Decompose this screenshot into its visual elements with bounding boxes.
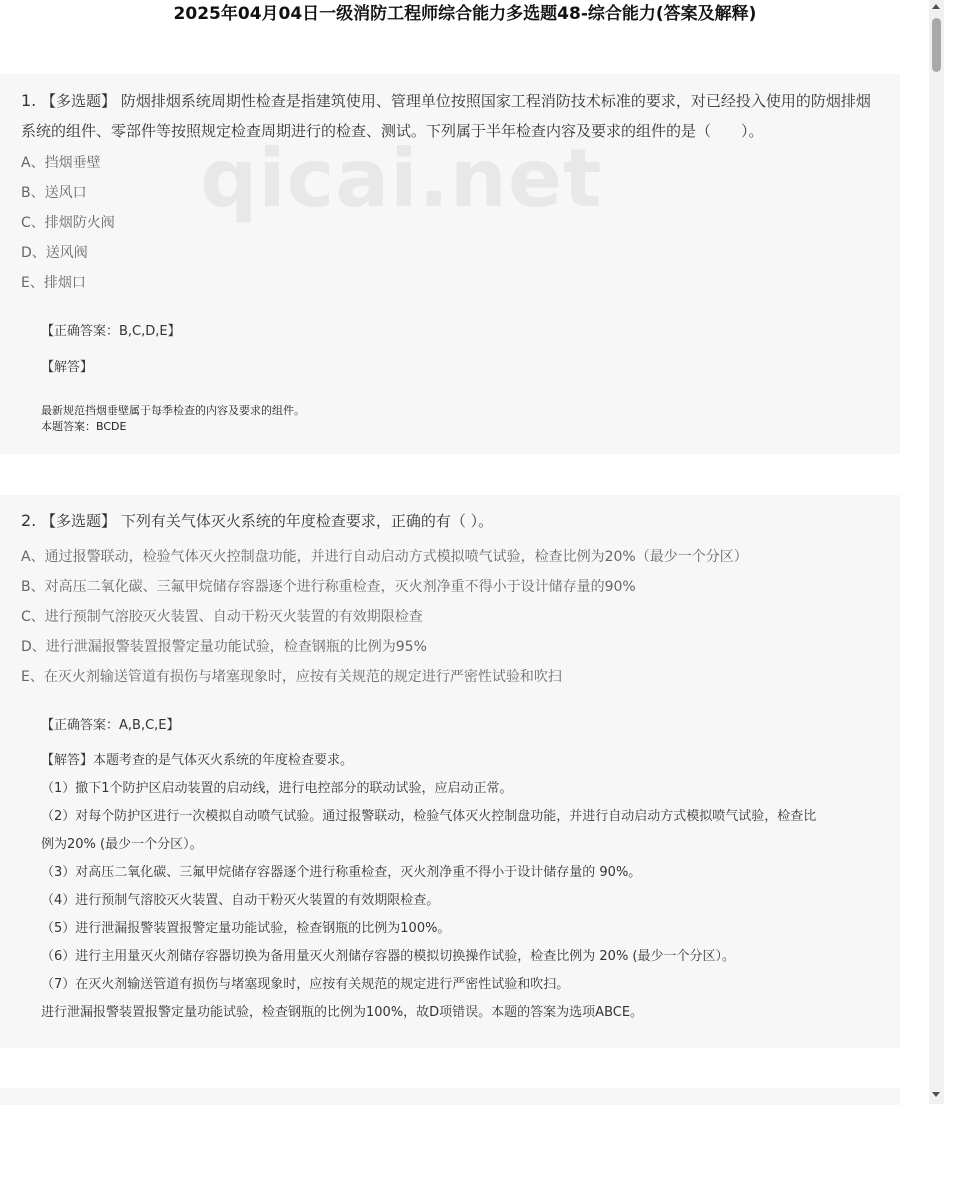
page-title: 2025年04月04日一级消防工程师综合能力多选题48-综合能力(答案及解释) bbox=[173, 4, 757, 24]
explanation-line: 本题答案：BCDE bbox=[41, 420, 127, 433]
explanation-line: 最新规范挡烟垂壁属于每季检查的内容及要求的组件。 bbox=[41, 404, 305, 417]
explanation-line: （5）进行泄漏报警装置报警定量功能试验，检查钢瓶的比例为100%。 bbox=[41, 921, 451, 936]
explanation-line: （7）在灭火剂输送管道有损伤与堵塞现象时，应按有关规范的规定进行严密性试验和吹扫。 bbox=[41, 977, 570, 992]
scroll-up-arrow-icon[interactable] bbox=[932, 4, 940, 9]
question-number: 1. bbox=[21, 91, 37, 110]
question-card-3 bbox=[0, 1088, 900, 1105]
question-text: 防烟排烟系统周期性检查是指建筑使用、管理单位按照国家工程消防技术标准的要求，对已经投入使用的防烟排烟系统的组件、零部件等按照规定检查周期进行的检查、测试。下列属于半年检查内容及要求的组件的是（ ）。 bbox=[21, 92, 871, 140]
question-2-title bbox=[21, 506, 883, 536]
explanation-first-line: 本题考查的是气体灭火系统的年度检查要求。 bbox=[93, 753, 354, 768]
explanation-line: （2）对每个防护区进行一次模拟自动喷气试验。通过报警联动，检验气体灭火控制盘功能，并进行自动启动方式模拟喷气试验，检查比 bbox=[41, 809, 817, 824]
question-number: 2. bbox=[21, 511, 37, 530]
correct-answer: 【正确答案：B,C,D,E】 bbox=[41, 324, 181, 339]
option-b: B、对高压二氧化碳、三氟甲烷储存容器逐个进行称重检查，灭火剂净重不得小于设计储存量的90% bbox=[21, 579, 636, 595]
explanation-line: （1）撤下1个防护区启动装置的启动线，进行电控部分的联动试验，应启动正常。 bbox=[41, 781, 513, 796]
watermark: qicai.net bbox=[200, 132, 603, 225]
explanation-line: （6）进行主用量灭火剂储存容器切换为备用量灭火剂储存容器的模拟切换操作试验，检查比例为 20% (最少一个分区）。 bbox=[41, 949, 736, 964]
option-d: D、进行泄漏报警装置报警定量功能试验，检查钢瓶的比例为95% bbox=[21, 639, 427, 655]
question-type: 【多选题】 bbox=[41, 92, 117, 110]
option-b: B、送风口 bbox=[21, 185, 87, 201]
question-card-1 bbox=[0, 74, 900, 454]
correct-answer: 【正确答案：A,B,C,E】 bbox=[41, 718, 180, 733]
explanation-line: （4）进行预制气溶胶灭火装置、自动干粉灭火装置的有效期限检查。 bbox=[41, 893, 440, 908]
explanation-label: 【解答】 bbox=[41, 753, 94, 768]
option-e: E、在灭火剂输送管道有损伤与堵塞现象时，应按有关规范的规定进行严密性试验和吹扫 bbox=[21, 669, 562, 685]
option-e: E、排烟口 bbox=[21, 275, 86, 291]
option-c: C、排烟防火阀 bbox=[21, 215, 115, 231]
explanation-line: 进行泄漏报警装置报警定量功能试验，检查钢瓶的比例为100%，故D项错误。本题的答案为选项ABCE。 bbox=[41, 1005, 644, 1020]
option-d: D、送风阀 bbox=[21, 245, 88, 261]
option-c: C、进行预制气溶胶灭火装置、自动干粉灭火装置的有效期限检查 bbox=[21, 609, 423, 625]
question-text: 下列有关气体灭火系统的年度检查要求，正确的有（ ）。 bbox=[120, 512, 494, 530]
scroll-down-arrow-icon[interactable] bbox=[932, 1092, 940, 1097]
explanation-line: 例为20% (最少一个分区）。 bbox=[41, 837, 203, 852]
explanation-label: 【解答】 bbox=[41, 360, 94, 375]
explanation-intro bbox=[41, 747, 886, 775]
option-a: A、挡烟垂壁 bbox=[21, 155, 101, 171]
vertical-scrollbar[interactable] bbox=[929, 0, 944, 1104]
scrollbar-thumb[interactable] bbox=[932, 18, 941, 72]
option-a: A、通过报警联动，检验气体灭火控制盘功能，并进行自动启动方式模拟喷气试验，检查比例为20%（最少一个分区） bbox=[21, 549, 748, 565]
explanation-line: （3）对高压二氧化碳、三氟甲烷储存容器逐个进行称重检查，灭火剂净重不得小于设计储存量的 90%。 bbox=[41, 865, 642, 880]
question-card-2 bbox=[0, 495, 900, 1048]
question-type: 【多选题】 bbox=[41, 512, 117, 530]
